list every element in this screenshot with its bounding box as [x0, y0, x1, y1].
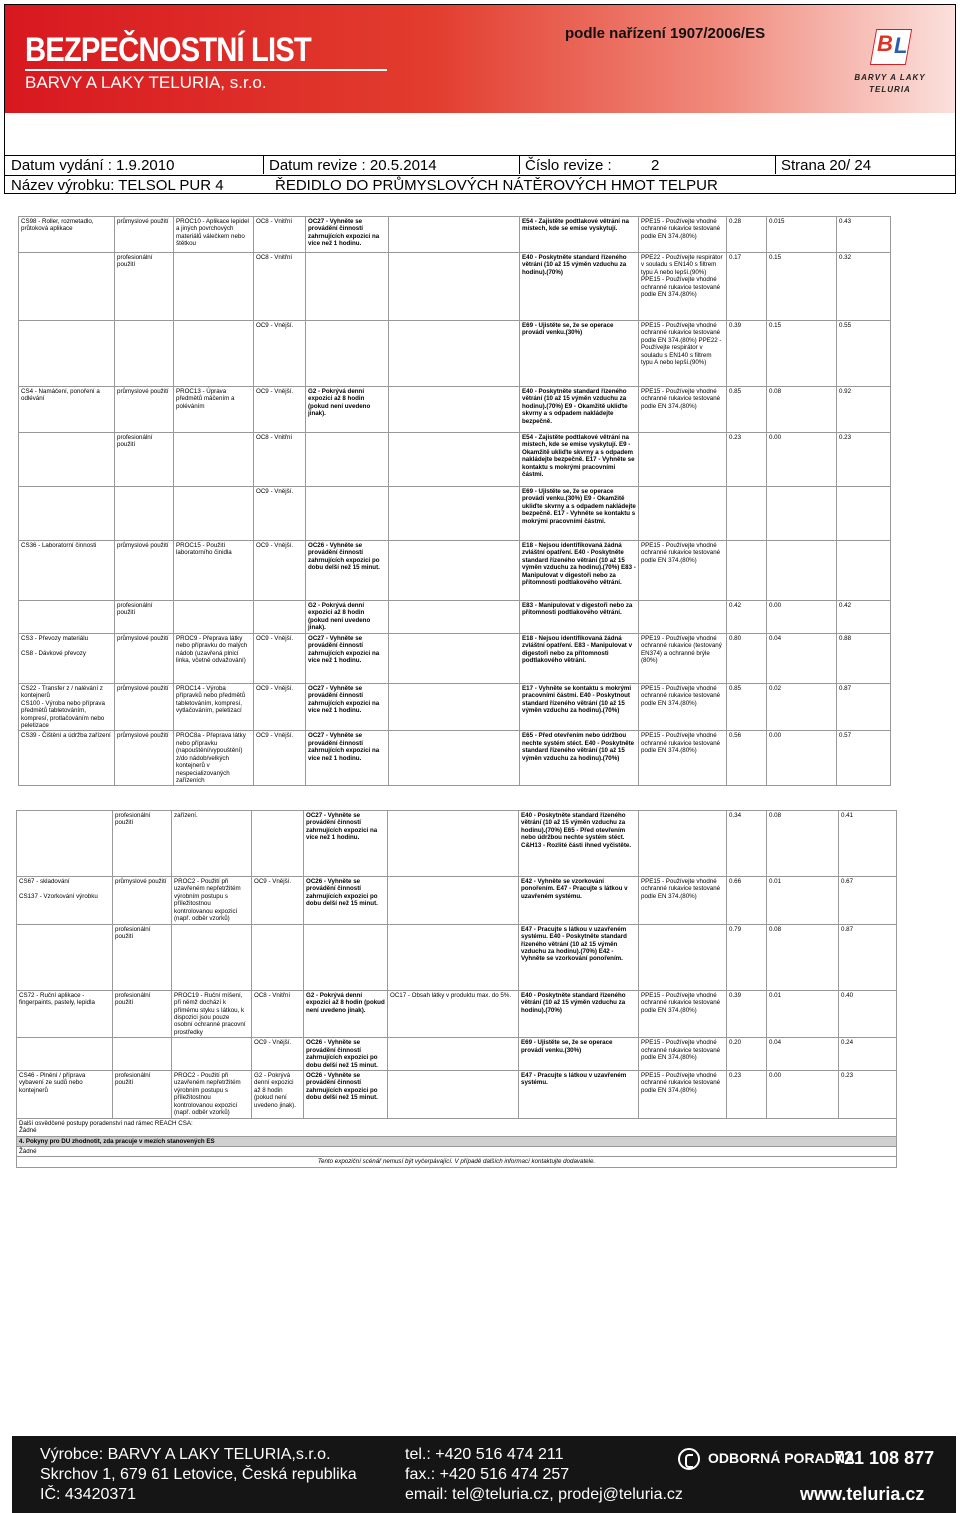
table-cell	[17, 924, 113, 990]
table-cell: PPE19 - Používejte vhodné ochranné rukavice (testovaný EN374) a ochranné brýle (80%)	[639, 633, 727, 683]
table-cell: 0.15	[767, 321, 837, 387]
table-cell: E47 - Pracujte s látkou v uzavřeném systému. E40 - Poskytněte standard řízeného větrání (10 až 15 výměn vzduchu za hodinu).(70%) E42 - Vyhněte se vzorkování ponořením.	[519, 924, 639, 990]
table-cell	[388, 924, 519, 990]
table-cell	[304, 924, 388, 990]
table-cell: E83 - Manipulovat v digestoři nebo za přítomnosti podtlakového větrání.	[520, 601, 639, 634]
table-cell: průmyslové použití	[115, 683, 174, 731]
table-cell	[115, 487, 174, 541]
table-cell: zařízení.	[172, 811, 252, 877]
table-cell: 0.42	[727, 601, 767, 634]
table-cell: PPE15 - Používejte vhodné ochranné rukavice testované podle EN 374.(80%)	[639, 990, 727, 1038]
table-cell: 0.01	[767, 990, 839, 1038]
table-cell	[306, 321, 389, 387]
table-cell: profesionální použití	[113, 1071, 172, 1119]
table-cell: 0.32	[837, 253, 891, 321]
document-header	[4, 4, 956, 194]
table-cell	[388, 811, 519, 877]
table-cell	[254, 601, 306, 634]
table-cell: 0.23	[837, 433, 891, 487]
table-cell: OC9 - Vnější.	[254, 731, 306, 786]
table-row	[19, 601, 891, 634]
disclaimer: Tento expoziční scénář nemusí být vyčerpávající. V případě dalších informací kontaktujte dodavatele.	[17, 1157, 897, 1167]
table-cell: 0.34	[727, 811, 767, 877]
table-row	[19, 683, 891, 731]
table-cell: E54 - Zajistěte podtlakové větrání na místech, kde se emise vyskytují.	[520, 217, 639, 253]
table-cell	[113, 1038, 172, 1071]
table-cell: průmyslové použití	[115, 633, 174, 683]
table-cell: OC27 - Vyhněte se provádění činností zahrnujících expozici na více než 1 hodinu.	[304, 811, 388, 877]
table-cell	[19, 487, 115, 541]
table-cell: profesionální použití	[115, 253, 174, 321]
table-note-row	[17, 1146, 897, 1156]
table-cell: OC26 - Vyhněte se provádění činností zahrnujících expozici po dobu delší než 15 minut.	[304, 877, 388, 925]
table-cell	[174, 253, 254, 321]
table-cell: OC8 - Vnitřní	[254, 253, 306, 321]
footer-fax: fax.: +420 516 474 257	[405, 1466, 570, 1483]
table-cell: CS3 - Převozy materiálu CS8 - Dávkové převozy	[19, 633, 115, 683]
regulation-text: podle nařízení 1907/2006/ES	[565, 25, 766, 42]
table-cell: E18 - Nejsou identifikovaná žádná zvláštní opatření. E83 - Manipulovat v digestoři nebo za přítomnosti podtlakového větrání.	[520, 633, 639, 683]
table-cell	[639, 601, 727, 634]
table-cell: OC9 - Vnější.	[254, 321, 306, 387]
page-number: Strana 20/ 24	[781, 157, 872, 174]
table-cell: E69 - Ujistěte se, že se operace provádí venku.(30%)	[520, 321, 639, 387]
table-row	[19, 487, 891, 541]
table-row	[19, 731, 891, 786]
table-cell	[639, 433, 727, 487]
table-row	[17, 990, 897, 1038]
table-cell: 0.55	[837, 321, 891, 387]
table-cell: 0.01	[767, 877, 839, 925]
table-cell: 0.87	[839, 924, 897, 990]
table-note-row	[17, 1136, 897, 1146]
table-cell: 0.04	[767, 633, 837, 683]
table-cell	[767, 487, 837, 541]
table-cell: profesionální použití	[115, 433, 174, 487]
table-cell: OC27 - Vyhněte se provádění činností zahrnujících expozici na více než 1 hodinu.	[306, 731, 389, 786]
further-practices: Další osvědčené postupy poradenství nad rámec REACH CSA:	[19, 1119, 193, 1127]
table-cell: OC26 - Vyhněte se provádění činností zahrnujících expozici po dobu delší než 15 minut.	[304, 1071, 388, 1119]
exposure-table-part2	[16, 810, 896, 1166]
logo-letter-l: L	[894, 33, 908, 58]
table-cell: PPE15 - Používejte vhodné ochranné rukavice testované podle EN 374.(80%)	[639, 541, 727, 601]
logo-text-bottom: TELURIA	[869, 85, 911, 94]
table-cell: PROC8a - Přeprava látky nebo přípravku (napouštění/vypouštění) z/do nádob/velkých kontejnerů v nespecializovaných zařízeních	[174, 731, 254, 786]
product-name: Název výrobku: TELSOL PUR 4	[11, 177, 224, 194]
table-row	[17, 924, 897, 990]
table-cell: profesionální použití	[113, 811, 172, 877]
table-row	[17, 1038, 897, 1071]
table-cell	[17, 811, 113, 877]
table-cell: PPE15 - Používejte vhodné ochranné rukavice testované podle EN 374.(80%)	[639, 683, 727, 731]
table-cell: OC9 - Vnější.	[252, 1038, 304, 1071]
table-cell	[174, 433, 254, 487]
table-cell: OC9 - Vnější.	[254, 541, 306, 601]
table-cell: G2 - Pokrývá denní expozici až 8 hodin (pokud není uvedeno jinak).	[306, 387, 389, 433]
table-cell	[306, 253, 389, 321]
table-cell: průmyslové použití	[115, 731, 174, 786]
table-row	[19, 541, 891, 601]
table-cell	[19, 601, 115, 634]
table-cell: OC9 - Vnější.	[254, 387, 306, 433]
table-cell	[17, 1038, 113, 1071]
table-cell: CS67 - skladování CS137 - Vzorkování výrobku	[17, 877, 113, 925]
table-cell: G2 - Pokrývá denní expozici až 8 hodin (pokud není uvedeno jinak).	[252, 1071, 304, 1119]
table-cell: PPE15 - Používejte vhodné ochranné rukavice testované podle EN 374.(80%)	[639, 1038, 727, 1071]
table-cell: 0.08	[767, 387, 837, 433]
table-cell: 0.23	[839, 1071, 897, 1119]
table-row	[19, 387, 891, 433]
title-underline	[25, 69, 387, 71]
table-cell	[389, 487, 520, 541]
table-cell: profesionální použití	[113, 990, 172, 1038]
table-cell	[172, 1038, 252, 1071]
table-cell	[252, 811, 304, 877]
table-cell: E69 - Ujistěte se, že se operace provádí venku.(30%) E9 - Okamžitě ukliďte skvrny a s odpadem nakládejte bezpečně. E17 - Vyhněte se kontaktu s mokrými pracovními částmi.	[520, 487, 639, 541]
table-cell: E69 - Ujistěte se, že se operace provádí venku.(30%)	[519, 1038, 639, 1071]
footer-website: www.teluria.cz	[800, 1484, 925, 1504]
table-cell	[389, 321, 520, 387]
footer-email: email: tel@teluria.cz, prodej@teluria.cz	[405, 1486, 683, 1503]
table-cell: PROC14 - Výroba přípravků nebo předmětů tabletováním, kompresí, vytlačováním, peletizací	[174, 683, 254, 731]
table-cell: PPE22 - Používejte respirátor v souladu s EN140 s filtrem typu A nebo lepší.(90%) PPE15 - Používejte vhodné ochranné rukavice testované podle EN 374.(80%)	[639, 253, 727, 321]
table-cell	[306, 433, 389, 487]
table-cell	[389, 633, 520, 683]
table-cell: 0.23	[727, 433, 767, 487]
table-note-row	[17, 1118, 897, 1136]
table-cell: 0.28	[727, 217, 767, 253]
table-cell: OC27 - Vyhněte se provádění činností zahrnujících expozici na více než 1 hodinu.	[306, 683, 389, 731]
table-cell: 0.42	[837, 601, 891, 634]
table-cell: OC9 - Vnější.	[254, 633, 306, 683]
table-cell: CS98 - Roller, rozmetadlo, průtoková aplikace	[19, 217, 115, 253]
table-cell: OC27 - Vyhněte se provádění činností zahrnujících expozici na více než 1 hodinu.	[306, 633, 389, 683]
table-cell: OC9 - Vnější.	[252, 877, 304, 925]
table-cell: E40 - Poskytněte standard řízeného větrání (10 až 15 výměn vzduchu za hodinu).(70%) E9 - Okamžitě ukliďte skvrny a s odpadem nakládejte bezpečně.	[520, 387, 639, 433]
exposure-table	[16, 810, 897, 1168]
table-cell	[639, 924, 727, 990]
table-cell	[727, 541, 767, 601]
section-4-heading: 4. Pokyny pro DU zhodnotit, zda pracuje v mezích stanovených ES	[17, 1136, 897, 1146]
table-cell: CS22 - Transfer z / nalévání z kontejnerů CS100 - Výroba nebo příprava předmětů tabletováním, kompresí, protlačováním nebo peletizace	[19, 683, 115, 731]
company-logo	[845, 25, 935, 105]
table-cell: 0.23	[727, 1071, 767, 1119]
table-cell: průmyslové použití	[115, 541, 174, 601]
table-cell: OC8 - Vnitřní	[254, 433, 306, 487]
table-cell	[306, 487, 389, 541]
table-cell: OC8 - Vnitřní	[254, 217, 306, 253]
table-cell	[388, 877, 519, 925]
footer-tel: tel.: +420 516 474 211	[405, 1446, 564, 1463]
table-cell: PROC19 - Ruční míšení, při němž dochází k přímému styku s látkou, k dispozici jsou pouze osobní ochranné pracovní prostředky	[172, 990, 252, 1038]
phone-icon	[678, 1448, 700, 1470]
table-cell: PPE15 - Používejte vhodné ochranné rukavice testované podle EN 374.(80%)	[639, 217, 727, 253]
table-note-row	[17, 1157, 897, 1167]
table-cell: PPE15 - Používejte vhodné ochranné rukavice testované podle EN 374.(80%) PPE22 - Používejte respirátor v souladu s EN140 s filtrem typu A nebo lepší.(90%)	[639, 321, 727, 387]
table-cell: průmyslové použití	[115, 387, 174, 433]
revision-number-label: Číslo revize :	[525, 157, 612, 174]
table-cell	[172, 924, 252, 990]
table-cell	[389, 683, 520, 731]
table-cell	[19, 321, 115, 387]
table-cell: 0.015	[767, 217, 837, 253]
table-cell: 0.80	[727, 633, 767, 683]
table-cell: 0.88	[837, 633, 891, 683]
table-cell: 0.20	[727, 1038, 767, 1071]
table-cell: CS36 - Laboratorní činnosti	[19, 541, 115, 601]
revision-date: Datum revize : 20.5.2014	[269, 157, 437, 174]
table-cell: 0.08	[767, 811, 839, 877]
company-name: BARVY A LAKY TELURIA, s.r.o.	[25, 73, 267, 92]
table-cell: 0.67	[839, 877, 897, 925]
issue-date: Datum vydání : 1.9.2010	[11, 157, 175, 174]
table-cell: E42 - Vyhněte se vzorkování ponořením. E47 - Pracujte s látkou v uzavřeném systému.	[519, 877, 639, 925]
table-cell	[174, 487, 254, 541]
table-cell: OC27 - Vyhněte se provádění činností zahrnujících expozici na více než 1 hodinu.	[306, 217, 389, 253]
table-cell: 0.15	[767, 253, 837, 321]
table-cell	[389, 433, 520, 487]
table-cell: 0.39	[727, 321, 767, 387]
product-row	[5, 175, 955, 195]
table-cell: 0.00	[767, 1071, 839, 1119]
table-cell	[837, 487, 891, 541]
table-row	[19, 633, 891, 683]
footer-address: Skrchov 1, 679 61 Letovice, Česká republika	[40, 1466, 357, 1483]
table-cell: CS4 - Namáčení, ponoření a odlévání	[19, 387, 115, 433]
table-cell: OC17 - Obsah látky v produktu max. do 5%.	[388, 990, 519, 1038]
table-cell	[115, 321, 174, 387]
table-row	[17, 1071, 897, 1119]
page-footer	[12, 1436, 956, 1513]
table-cell: OC8 - Vnitřní	[252, 990, 304, 1038]
table-cell: PROC2 - Použití při uzavřeném nepřetržitém výrobním postupu s příležitostnou kontrolovanou expozicí (např. odběr vzorků)	[172, 1071, 252, 1119]
table-cell	[389, 253, 520, 321]
table-cell: CS46 - Plnění / příprava vybavení ze sudů nebo kontejnerů	[17, 1071, 113, 1119]
logo-letter-b: B	[877, 31, 893, 56]
table-row	[19, 217, 891, 253]
table-cell: 0.40	[839, 990, 897, 1038]
table-cell: 0.41	[839, 811, 897, 877]
table-cell: PROC15 - Použití laboratorního činidla	[174, 541, 254, 601]
table-cell: E40 - Poskytněte standard řízeného větrání (10 až 15 výměn vzduchu za hodinu).(70%)	[520, 253, 639, 321]
table-cell: 0.00	[767, 731, 837, 786]
revision-number: 2	[651, 157, 660, 174]
table-cell: PPE15 - Používejte vhodné ochranné rukavice testované podle EN 374.(80%)	[639, 877, 727, 925]
table-cell	[388, 1038, 519, 1071]
table-cell: PROC13 - Úprava předmětů máčením a poléváním	[174, 387, 254, 433]
table-cell: 0.92	[837, 387, 891, 433]
table-cell: 0.24	[839, 1038, 897, 1071]
table-cell: 0.79	[727, 924, 767, 990]
table-cell: E40 - Poskytněte standard řízeného větrání (10 až 15 výměn vzduchu za hodinu).(70%) E65 - Před otevřením nebo údržbou nechte systém stéct. C&H13 - Rozlité části ihned vyčistěte.	[519, 811, 639, 877]
table-cell	[639, 811, 727, 877]
table-cell	[389, 541, 520, 601]
table-cell: PROC10 - Aplikace lepidel a jiných povrchových materiálů válečkem nebo štětkou	[174, 217, 254, 253]
table-cell: 0.56	[727, 731, 767, 786]
table-cell: G2 - Pokrývá denní expozici až 8 hodin (pokud není uvedeno jinak).	[304, 990, 388, 1038]
table-cell: PPE15 - Používejte vhodné ochranné rukavice testované podle EN 374.(80%)	[639, 387, 727, 433]
table-cell: 0.57	[837, 731, 891, 786]
table-cell: 0.66	[727, 877, 767, 925]
hotline-label: ODBORNÁ PORADNA	[708, 1450, 855, 1466]
table-cell: průmyslové použití	[115, 217, 174, 253]
table-cell: PPE15 - Používejte vhodné ochranné rukavice testované podle EN 374.(80%)	[639, 731, 727, 786]
table-cell: E47 - Pracujte s látkou v uzavřeném systému.	[519, 1071, 639, 1119]
table-cell: PPE15 - Používejte vhodné ochranné rukavice testované podle EN 374.(80%)	[639, 1071, 727, 1119]
table-cell: 0.85	[727, 683, 767, 731]
table-cell: PROC2 - Použití při uzavřeném nepřetržitém výrobním postupu s příležitostnou kontrolovanou expozicí (např. odběr vzorků)	[172, 877, 252, 925]
table-cell: 0.43	[837, 217, 891, 253]
table-cell: 0.00	[767, 433, 837, 487]
table-cell: profesionální použití	[115, 601, 174, 634]
table-cell	[639, 487, 727, 541]
table-cell: 0.00	[767, 601, 837, 634]
table-cell	[389, 387, 520, 433]
table-cell: E18 - Nejsou identifikovaná žádná zvláštní opatření. E40 - Poskytněte standard řízeného větrání (10 až 15 výměn vzduchu za hodinu).(70%) E83 - Manipulovat v digestoři nebo za přítomnosti podtlakového větrání.	[520, 541, 639, 601]
table-cell	[19, 433, 115, 487]
divider	[263, 155, 264, 174]
table-cell: 0.87	[837, 683, 891, 731]
table-cell: CS72 - Ruční aplikace - fingerpaints, pastely, lepidla	[17, 990, 113, 1038]
table-cell: E17 - Vyhněte se kontaktu s mokrými pracovními částmi. E40 - Poskytnout standard řízeného větrání (10 až 15 výměn vzduchu za hodinu).(70%)	[520, 683, 639, 731]
document-title: BEZPEČNOSTNÍ LIST	[25, 31, 311, 69]
table-cell: OC26 - Vyhněte se provádění činností zahrnujících expozici po dobu delší než 15 minut.	[306, 541, 389, 601]
table-cell	[389, 217, 520, 253]
product-description: ŘEDIDLO DO PRŮMYSLOVÝCH NÁTĚROVÝCH HMOT TELPUR	[275, 177, 718, 194]
table-row	[19, 433, 891, 487]
table-cell	[837, 541, 891, 601]
table-row	[17, 877, 897, 925]
table-cell	[767, 541, 837, 601]
table-cell: průmyslové použití	[113, 877, 172, 925]
table-cell: 0.08	[767, 924, 839, 990]
table-cell	[727, 487, 767, 541]
table-cell	[174, 601, 254, 634]
table-cell: PROC9 - Přeprava látky nebo přípravku do malých nádob (uzavřená plnicí linka, včetně odvažování)	[174, 633, 254, 683]
table-cell	[174, 321, 254, 387]
divider	[519, 155, 520, 174]
divider	[775, 155, 776, 174]
logo-text-top: BARVY A LAKY	[854, 73, 926, 82]
table-cell	[252, 924, 304, 990]
table-cell: OC9 - Vnější.	[254, 683, 306, 731]
hotline-number: 721 108 877	[834, 1448, 935, 1468]
table-cell: 0.39	[727, 990, 767, 1038]
table-row	[17, 811, 897, 877]
header-banner	[5, 5, 955, 113]
table-cell: OC9 - Vnější.	[254, 487, 306, 541]
table-cell: 0.17	[727, 253, 767, 321]
table-cell: 0.04	[767, 1038, 839, 1071]
table-cell	[388, 1071, 519, 1119]
table-row	[19, 253, 891, 321]
table-cell: 0.85	[727, 387, 767, 433]
footer-ico: IČ: 43420371	[40, 1486, 137, 1503]
table-cell: E54 - Zajistěte podtlakové větrání na místech, kde se emise vyskytují. E9 - Okamžitě ukliďte skvrny a s odpadem nakládejte bezpečně. E17 - Vyhněte se kontaktu s mokrými pracovními částmi.	[520, 433, 639, 487]
table-cell	[389, 731, 520, 786]
table-cell: G2 - Pokrývá denní expozici až 8 hodin (pokud není uvedeno jinak).	[306, 601, 389, 634]
exposure-table-part1	[18, 216, 890, 796]
none-text-2: Žádné	[17, 1146, 897, 1156]
table-cell: OC26 - Vyhněte se provádění činností zahrnujících expozici po dobu delší než 15 minut.	[304, 1038, 388, 1071]
table-cell: 0.02	[767, 683, 837, 731]
table-cell	[19, 253, 115, 321]
table-cell: profesionální použití	[113, 924, 172, 990]
table-row	[19, 321, 891, 387]
exposure-table	[18, 216, 891, 786]
none-text: Žádné	[19, 1127, 37, 1135]
table-cell: CS39 - Čištění a údržba zařízení	[19, 731, 115, 786]
table-cell	[389, 601, 520, 634]
table-cell: E40 - Poskytněte standard řízeného větrání (10 až 15 výměn vzduchu za hodinu).(70%)	[519, 990, 639, 1038]
table-cell: E65 - Před otevřením nebo údržbou nechte systém stéct. E40 - Poskytněte standard řízeného větrání (10 až 15 výměn vzduchu za hodinu).(70%)	[520, 731, 639, 786]
footer-producer: Výrobce: BARVY A LAKY TELURIA,s.r.o.	[40, 1446, 331, 1463]
revision-info-row	[5, 155, 955, 175]
